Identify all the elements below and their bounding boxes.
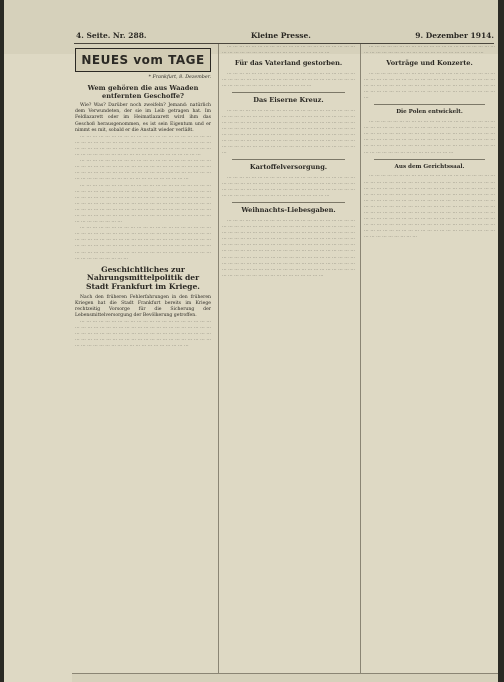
- issue-date: 9. Dezember 1914.: [415, 31, 494, 40]
- illegible-text: … … … … … … … … … … … … … … … … … … … … … … … … … … … … … … … … … … … … … … … … … … … … … … … … … … … … … … … … … … … … … … … … … … … … … … … … … … … … … … … … … … … … … … … … … … … … … … … … … … … … … … … … … … … … … … … … … … … … … … … … … … … … … … … … … … … … … … … … … … … … … … … … … … … … … … … … … … … … … … … … … … … … … … … … … … … … … … … … … … … … … … … … … … … … … … … … … … … … … … … … … … … … … … … … … … … … … …: [222, 217, 355, 278]
- section-divider: [232, 159, 345, 160]
- masthead: NEUES vom TAGE: [75, 48, 211, 72]
- illegible-text: … … … … … … … … … … … … … … … … … … … … … … … … … … … … … … … … … … … … … … … … … … … … … … … … … … … … … … … … … …: [222, 70, 355, 88]
- illegible-text: … … … … … … … … … … … … … … … … … … … … … … … … … … … … … … … … … … … … … … … … … … … … … … … … … … … … … … … … … … … … … … … … … … … … … … … … … … … … … … … … … … … … … … … … … … … … … … … … … … … … … … … … … …: [75, 318, 211, 349]
- page-footer: [72, 673, 498, 682]
- newspaper-page: [4, 0, 498, 682]
- illegible-text: … … … … … … … … … … … … … … … … … … … … … … … … … … … … … … … … … … … … … … … … … … … … … … … … … … … … … … … … … … … … … … … … … … … … … … … … … … … … … … … … … … … … …: [364, 70, 495, 101]
- page-label: 4. Seite. Nr. 288.: [76, 31, 147, 40]
- column-right: [360, 44, 498, 674]
- headline-gerichtssaal: Aus dem Gerichtssaal.: [394, 163, 465, 170]
- headline-geschoffe: Wem gehören die aus Waaden entfernten Geschoffe?: [87, 84, 199, 100]
- section-divider: [374, 159, 485, 160]
- illegible-text: … … … … … … … … … … … … … … … … … … … … … … … … … … … … … … … … … … … … … … …: [222, 44, 355, 56]
- illegible-text: … … … … … … … … … … … … … … … … … … … … … … … … … … … … … … … … … … … … … … … … … … … … … … … … … … … … … … … … … … … … … … … … … … … … … … … … … … … … … … … … … … … …: [75, 158, 211, 182]
- headline-nahrungsmittelpolitik: Geschichtliches zur Nahrungsmittelpolitik der Stadt Frankfurt im Kriege.: [86, 264, 200, 291]
- section-divider: [232, 202, 345, 203]
- illegible-text: … … … … … … … … … … … … … … … … … … … … … … … … … … … … … … … … … … … … … … … … … … … … … … … … … … … … … … … … … … … … … … … … … … … … … … … … … … … … … … … … … … … … … … … … … … … … … … … … … … … … … … … … … … … … … … … … … … … … … …: [75, 225, 211, 261]
- dateline: * Frankfurt, 8. Dezember.: [148, 75, 211, 80]
- illegible-text: … … … … … … … … … … … … … … … … … … … … … … … … … … … … … … … … … … … … … … … … … … … … … … … … … … … … … … … … … … … … … … … … … … … … … … … … … … … … … … … … … … …: [222, 175, 355, 199]
- illegible-text: … … … … … … … … … … … … … … … … … … … … … … … … … … … … … … … … … … … … … … … … … … … … … … … … … … … … … … … … … … … … … … … … … … … … … … … … … … … … … … … … … … … … … … … … … … … … … … … … … … … … … … … … … … … … … … … … … … … … … … … … … … … … … … … … … … … … … … … … … … … … … … … … … … … … … … … … … …: [222, 107, 355, 156]
- headline-vortraege: Vorträge und Konzerte.: [386, 59, 473, 68]
- illegible-text: … … … … … … … … … … … … … … … … … … … … … … … … … … … … … … … … … … … … … … … … … … … … … … … … … … … … … … … … … … … … … … … … … … … … … … … … … … … … … … … … … … … … … … … … … … … … … … … … … … … … … … … … … … … … … … … … … … … … … … … … … … … … … … … … … … … … … … … … … … … … … … … … … … … … … … … … … … … … … … … … … … … … … … … … … … … … … … … … … … … … … … … … … … … … … … … … … … … … … … … … … … … … … … … … … … … … … … … … … … …: [364, 173, 495, 240]
- article-body: Nach den früheren Fehlerfahrungen in den früheren Kriegen hat die Stadt Frankfurt bereits im Kriege rechtzeitig Vorsorge für die Sicherung der Lebensmittelversorgung der Bevölkerung getroffen.: [75, 294, 211, 318]
- headline-eiserne-kreuz: Das Eiserne Kreuz.: [253, 96, 324, 105]
- illegible-text: … … … … … … … … … … … … … … … … … … … … … … … … … … … … … … … … … … … … … … … … …: [364, 44, 495, 56]
- column-middle: [218, 44, 358, 674]
- headline-kartoffelversorgung: Kartoffelversorgung.: [249, 163, 328, 172]
- illegible-text: … … … … … … … … … … … … … … … … … … … … … … … … … … … … … … … … … … … … … … … … … … … … … … … … … … … … … … … … … … … … … … … … … … … … … … … … … … … … … … … … … … … … … … … … … … … … … … … … … … … … … … … … … … … … … … … … … … … … … … … …: [364, 119, 495, 155]
- headline-vaterland: Für das Vaterland gestorben.: [234, 59, 343, 68]
- illegible-text: … … … … … … … … … … … … … … … … … … … … … … … … … … … … … … … … … … … … … … … … … … … … … … … … … … … … … … … … … … … … … … … … … … … … … … … … … … … … … … … … … … … … … …: [75, 133, 211, 158]
- section-divider: [374, 104, 485, 105]
- headline-liebesgaben: Weihnachts-Liebesgaben.: [241, 206, 336, 215]
- column-left: [72, 44, 214, 674]
- headline-polen: Die Polen entwickelt.: [396, 109, 463, 116]
- article-intro: Wie? Was? Darüber noch zweifeln? Jemand: natürlich dem Verwundeten, der sie im Leib getragen hat. Im Feldlazarett oder im Heimatlazarett wird ihm das Geschoß herausgenommen, es ist sein Eigentum und er nimmt es mit, sobald er die Anstalt wieder verläßt.: [75, 103, 211, 133]
- illegible-text: … … … … … … … … … … … … … … … … … … … … … … … … … … … … … … … … … … … … … … … … … … … … … … … … … … … … … … … … … … … … … … … … … … … … … … … … … … … … … … … … … … … … … … … … … … … … … … … … … … … … … … … … … … … … … … … … … … … … … … … … … … … … … … … … … … … … … … … … … … …: [75, 182, 211, 225]
- header-line: [76, 31, 494, 40]
- section-divider: [232, 92, 345, 93]
- paper-title: Kleine Presse.: [250, 31, 311, 40]
